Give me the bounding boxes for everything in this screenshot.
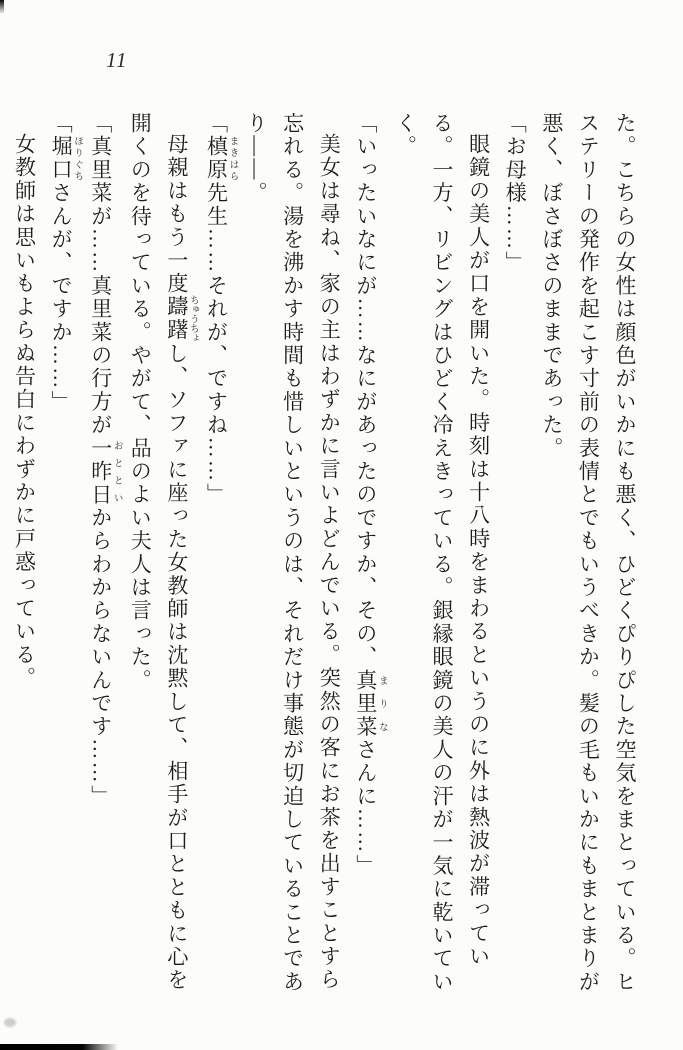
furigana-term: 一昨日 おととい bbox=[88, 436, 122, 507]
furigana-term: 堀口 ほりぐち bbox=[49, 135, 83, 182]
furigana-term: 躊躇 ちゅうちょ bbox=[164, 295, 198, 343]
paragraph: 「お母様……」 bbox=[503, 112, 528, 275]
page-number: 11 bbox=[106, 48, 128, 72]
scan-artifact-top-left-edge bbox=[0, 0, 4, 14]
furigana-term: 槙原 まきはら bbox=[204, 135, 238, 182]
vertical-text-block bbox=[6, 112, 643, 996]
scan-artifact-bottom-edge bbox=[0, 1044, 118, 1050]
paragraph: 眼鏡の美人が口を開いた。時刻は十八時をまわるというのに外は熱波が滞っている。一方、リビングはひどく冷えきっている。銀縁眼鏡の美人の汗が一気に乾いていく。 bbox=[393, 112, 491, 994]
paragraph: 「堀口 ほりぐちさんが、ですか……」 bbox=[49, 112, 83, 414]
scan-artifact-smudge bbox=[4, 1018, 16, 1027]
paragraph: 女教師は思いもよらぬ告白にわずかに戸惑っている。 bbox=[12, 133, 37, 690]
furigana-term: 真里菜 まりな bbox=[353, 668, 387, 739]
paragraph: 美女は尋ね、家の主はわずかに言いよどんでいる。突然の客にお茶を出すことすら忘れる。湯を沸かす時間も惜しいというのは、それだけ事態が切迫していることであり――。 bbox=[244, 112, 342, 994]
paragraph: 「真里菜が……真里菜の行方が一昨日 おとといからわからないんです……」 bbox=[88, 112, 122, 809]
paragraph: た。こちらの女性は顔色がいかにも悪く、ひどくぴりぴした空気をまとっている。ヒステリーの発作を起こす寸前の表情とでもいうべきか。髪の毛もいかにもまとまりが悪く、ぼさぼさのままであった。 bbox=[539, 112, 637, 994]
paragraph: 「槙原 まきはら先生……それが、ですね……」 bbox=[204, 112, 238, 507]
paragraph: 「いったいなにが……なにがあったのですか、その、真里菜 まりなさんに……」 bbox=[353, 112, 387, 878]
paragraph: 母親はもう一度躊躇 ちゅうちょし、ソファに座った女教師は沈黙して、相手が口とともに心を開くのを待っている。やがて、品のよい夫人は言った。 bbox=[128, 112, 198, 992]
